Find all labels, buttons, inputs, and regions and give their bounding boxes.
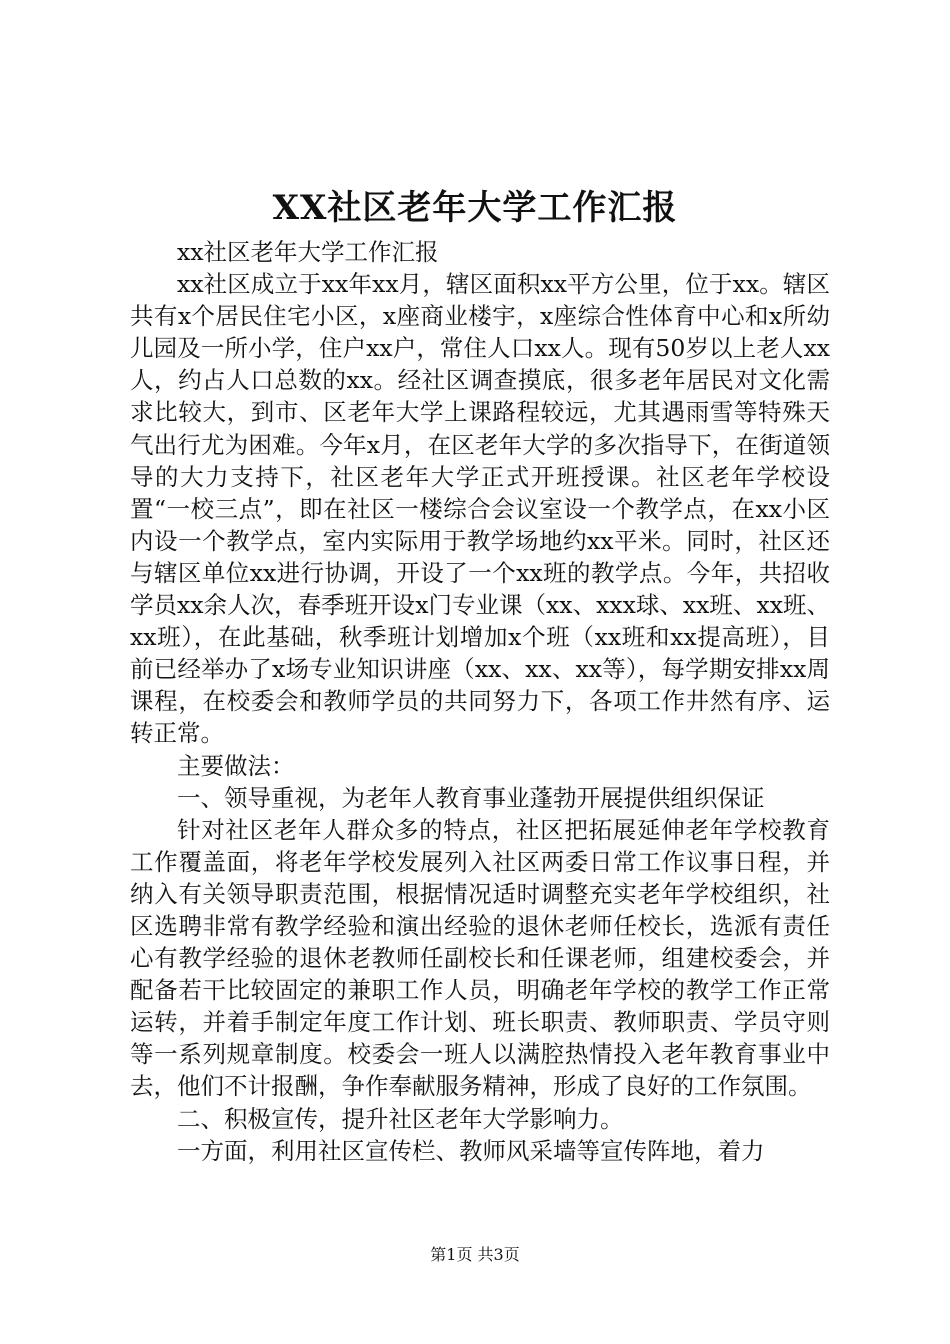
document-body xyxy=(130,236,830,1167)
paragraph-section-2-body: 一方面，利用社区宣传栏、教师风采墙等宣传阵地，着力 xyxy=(177,1136,765,1165)
paragraph-main-methods: 主要做法： xyxy=(177,751,295,780)
page-number-footer: 第1页 共3页 xyxy=(430,1245,520,1264)
paragraph-section-1-heading: 一、领导重视，为老年人教育事业蓬勃开展提供组织保证 xyxy=(177,783,765,812)
document-title: XX社区老年大学工作汇报 xyxy=(272,188,678,228)
paragraph-section-2-heading: 二、积极宣传，提升社区老年大学影响力。 xyxy=(177,1104,624,1133)
paragraph-subtitle: xx社区老年大学工作汇报 xyxy=(177,238,439,266)
paragraph-section-1-body: 针对社区老年人群众多的特点，社区把拓展延伸老年学校教育工作覆盖面，将老年学校发展列入社区两委日常工作议事日程，并纳入有关领导职责范围，根据情况适时调整充实老年学校组织，社区选聘非常有教学经验和演出经验的退休老师任校长，选派有责任心有教学经验的退休老教师任副校长和任课老师，组建校委会，并配备若干比较固定的兼职工作人员，明确老年学校的教学工作正常运转，并着手制定年度工作计划、班长职责、教师职责、学员守则等一系列规章制度。校委会一班人以满腔热情投入老年教育事业中去，他们不计报酬，争作奉献服务精神，形成了良好的工作氛围。 xyxy=(130,815,830,1101)
paragraph-overview: xx社区成立于xx年xx月，辖区面积xx平方公里，位于xx。辖区共有x个居民住宅小区，x座商业楼宇，x座综合性体育中心和x所幼儿园及一所小学，住户xx户，常住人口xx人。现有50岁以上老人xx人，约占人口总数的xx。经社区调查摸底，很多老年居民对文化需求比较大，到市、区老年大学上课路程较远，尤其遇雨雪等特殊天气出行尤为困难。今年x月，在区老年大学的多次指导下，在街道领导的大力支持下，社区老年大学正式开班授课。社区老年学校设置“一校三点”，即在社区一楼综合会议室设一个教学点，在xx小区内设一个教学点，室内实际用于教学场地约xx平米。同时，社区还与辖区单位xx进行协调，开设了一个xx班的教学点。今年，共招收学员xx余人次，春季班开设x门专业课（xx、xxx球、xx班、xx班、xx班），在此基础，秋季班计划增加x个班（xx班和xx提高班），目前已经举办了x场专业知识讲座（xx、xx、xx等），每学期安排xx周课程，在校委会和教师学员的共同努力下，各项工作井然有序、运转正常。 xyxy=(130,270,830,748)
